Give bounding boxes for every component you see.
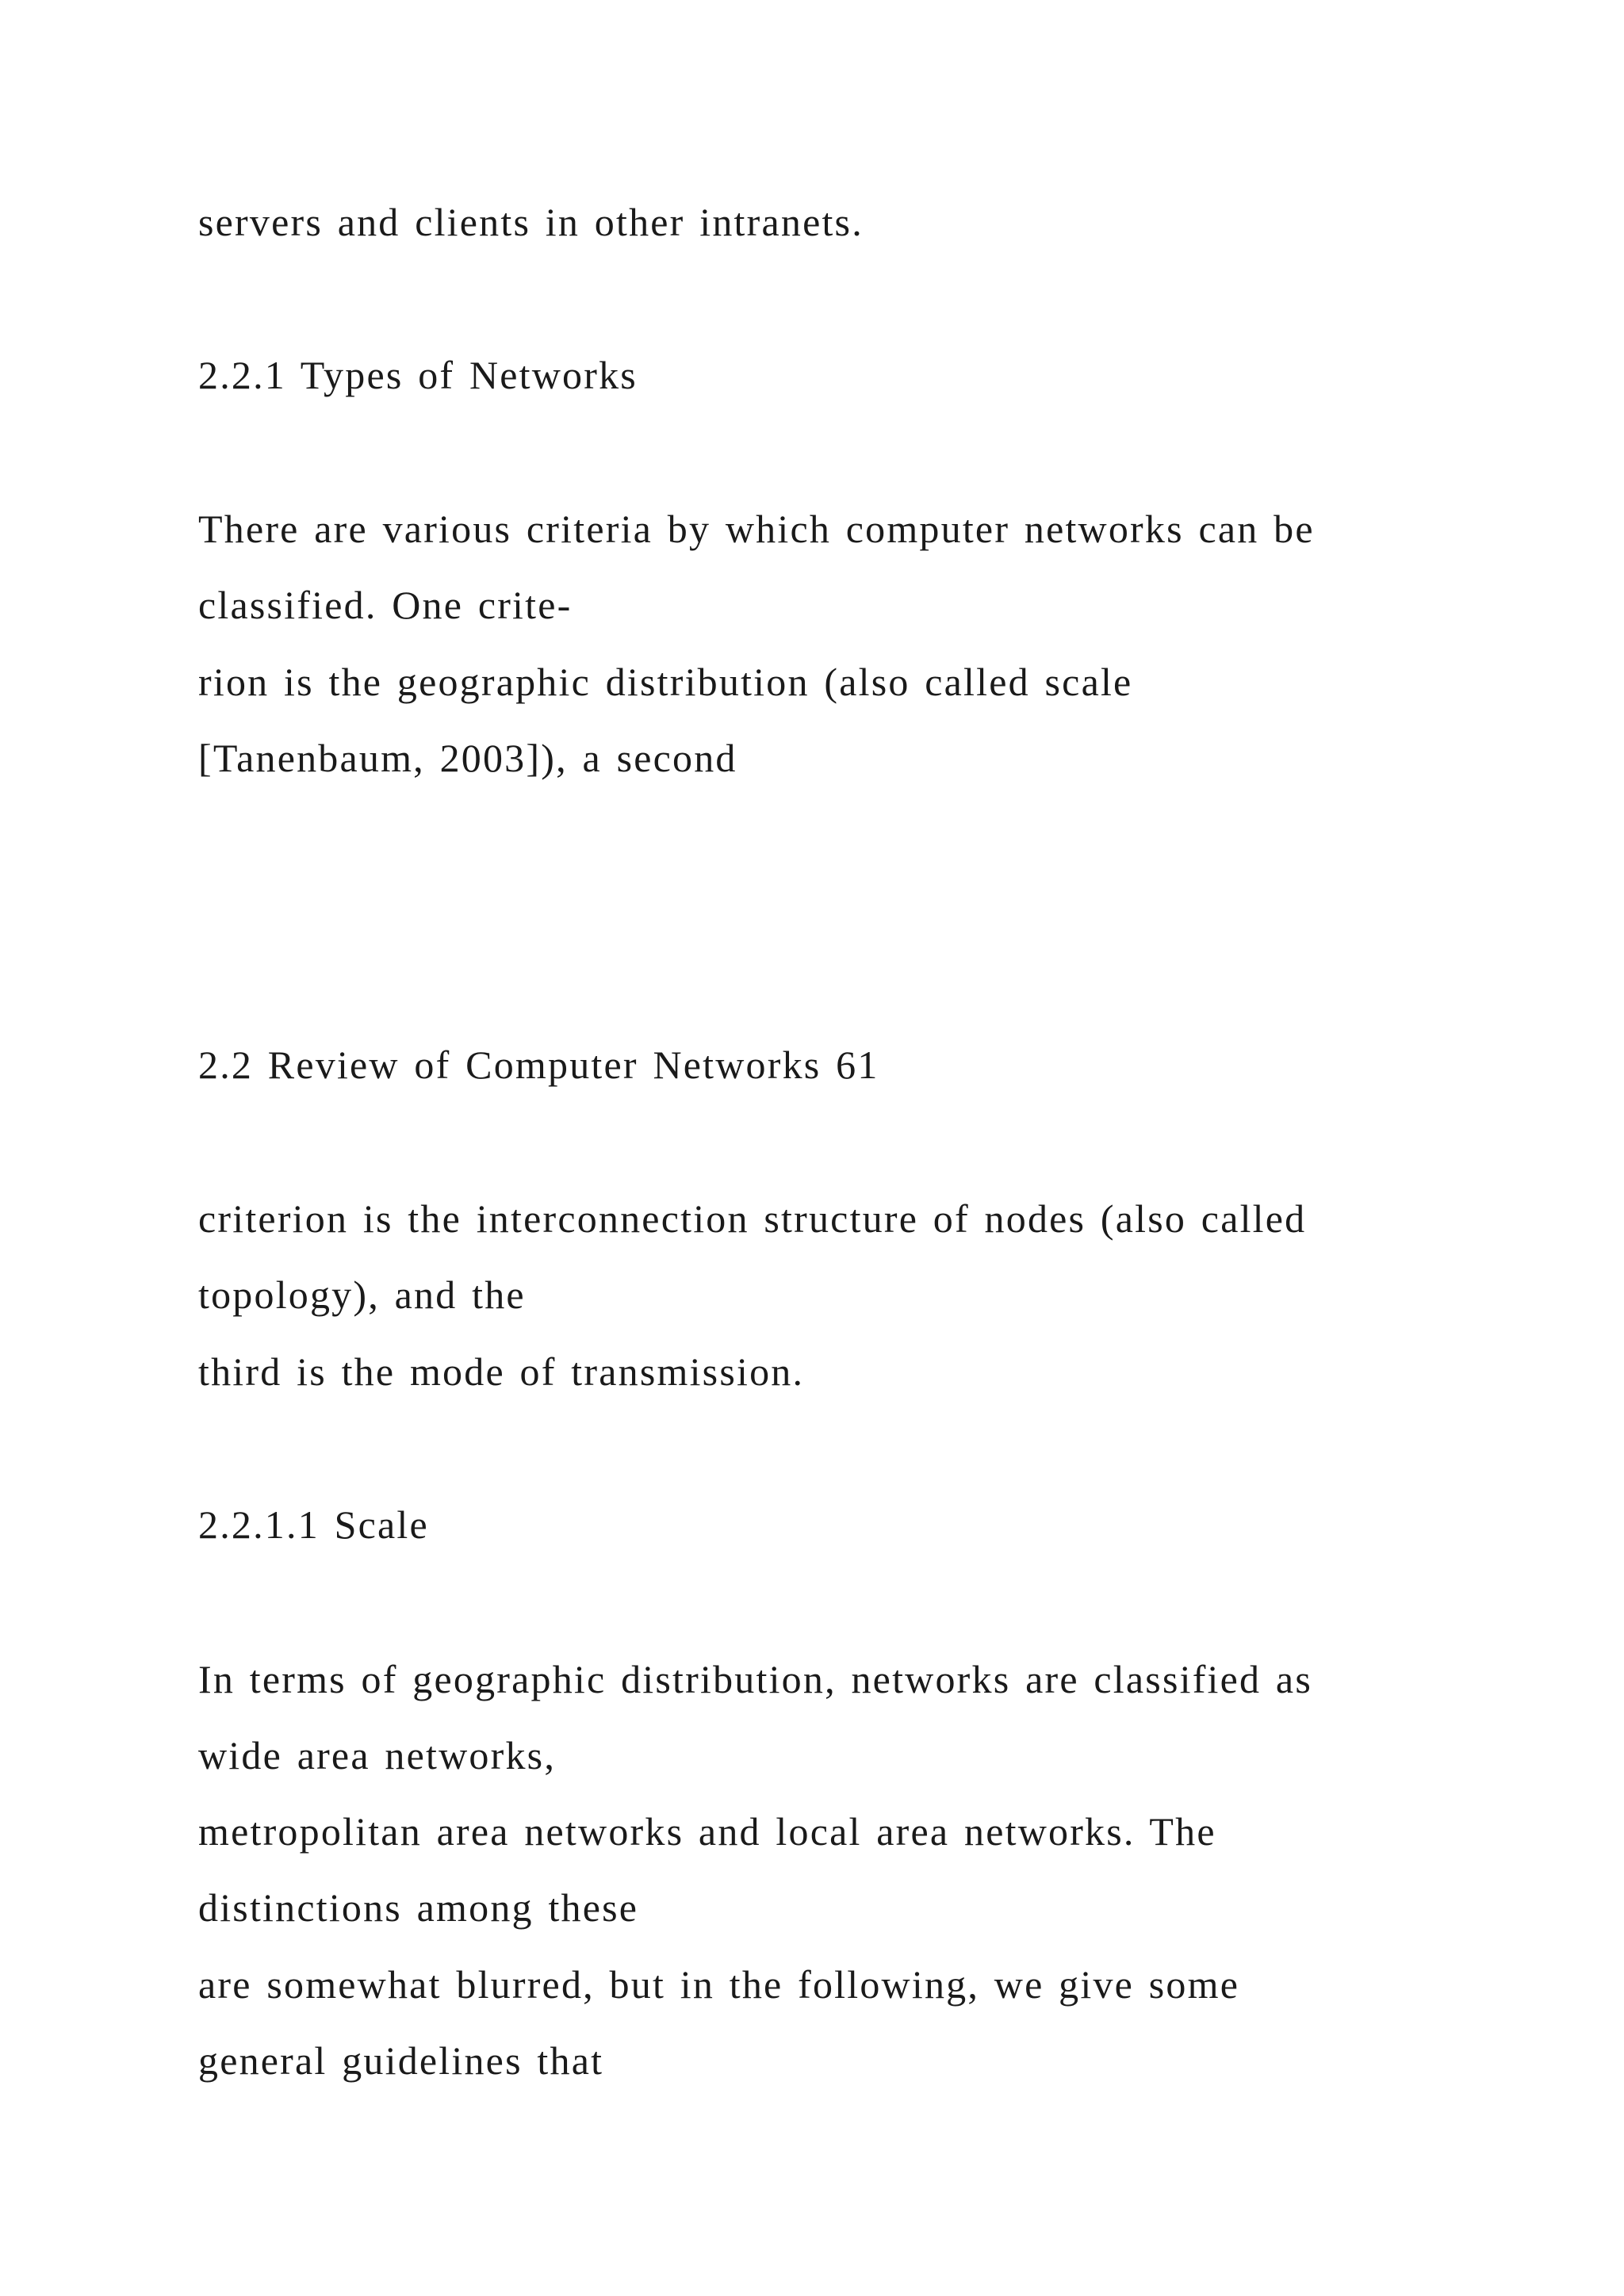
paragraph-line: wide area networks, xyxy=(198,1733,557,1777)
section-heading-scale: 2.2.1.1 Scale xyxy=(198,1502,429,1547)
paragraph-line: criterion is the interconnection structure of nodes (also called xyxy=(198,1196,1307,1241)
paragraph-line: There are various criteria by which computer networks can be xyxy=(198,507,1315,551)
text-line-intro: servers and clients in other intranets. xyxy=(198,200,864,244)
paragraph-line: third is the mode of transmission. xyxy=(198,1349,805,1394)
paragraph-line: [Tanenbaum, 2003]), a second xyxy=(198,736,737,780)
section-heading-types-of-networks: 2.2.1 Types of Networks xyxy=(198,353,638,397)
paragraph-line: metropolitan area networks and local area networks. The xyxy=(198,1809,1216,1854)
paragraph-line: In terms of geographic distribution, networks are classified as xyxy=(198,1657,1312,1701)
paragraph-line: are somewhat blurred, but in the following, we give some xyxy=(198,1962,1240,2007)
paragraph-line: classified. One crite- xyxy=(198,583,573,627)
paragraph-line: general guidelines that xyxy=(198,2038,604,2083)
paragraph-line: topology), and the xyxy=(198,1272,526,1317)
paragraph-line: rion is the geographic distribution (also called scale xyxy=(198,660,1133,704)
paragraph-line: distinctions among these xyxy=(198,1885,639,1930)
running-header: 2.2 Review of Computer Networks 61 xyxy=(198,1043,879,1087)
